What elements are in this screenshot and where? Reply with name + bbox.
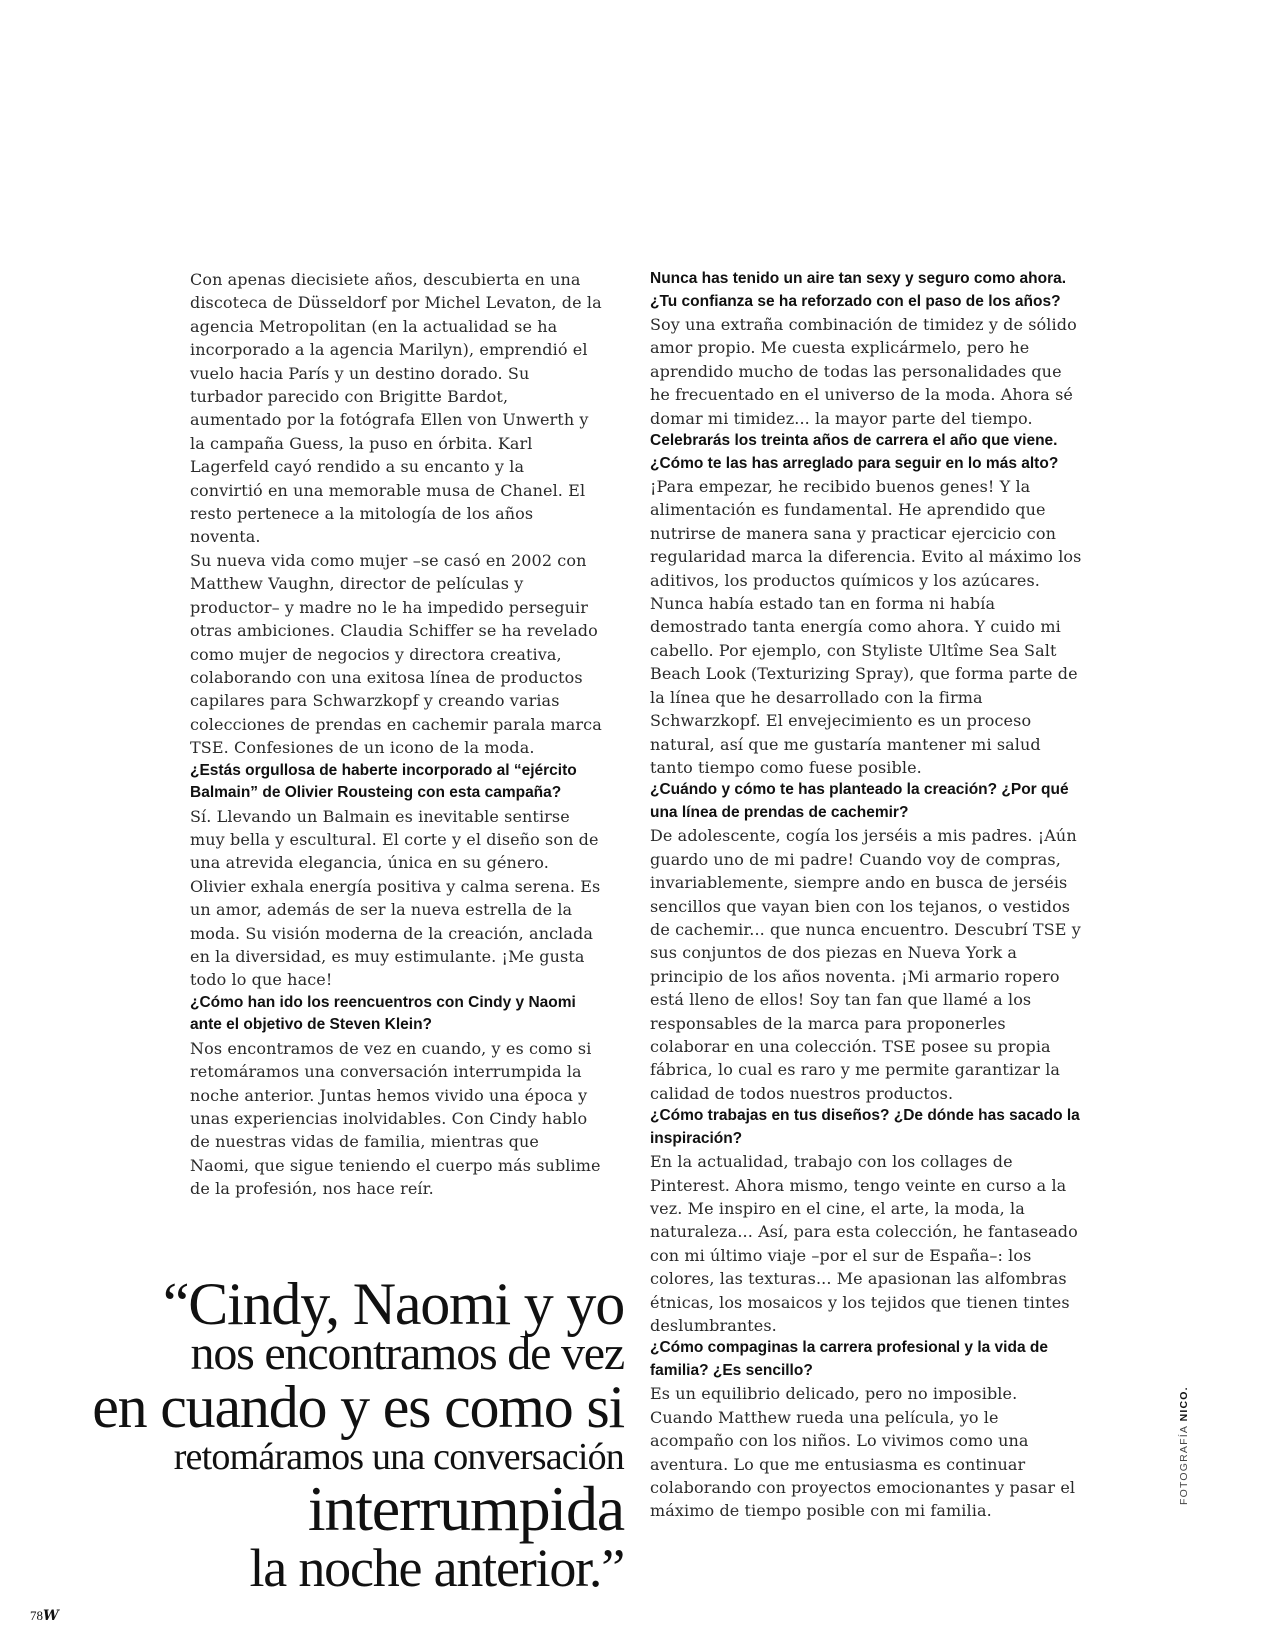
body-paragraph: Sí. Llevando un Balmain es inevitable sentirse muy bella y escultural. El corte y el diseño son de una atrevida elegancia, única en su género. Olivier exhala energía positiva y calma serena. Es un amor, además de ser la nueva estrella de la moda. Su visión moderna de la creación, anclada en la diversidad, es muy estimulante. ¡Me gusta todo lo que hace! — [190, 806, 601, 990]
folio — [30, 1608, 59, 1624]
pull-quote-line: retomáramos una conversación — [173, 1436, 624, 1478]
pull-quote-line: nos encontramos de vez — [190, 1327, 624, 1380]
body-paragraph: Nos encontramos de vez en cuando, y es como si retomáramos una conversación interrumpida la noche anterior. Juntas hemos vivido una época y unas experiencias inolvidables. Con Cindy hablo de nuestras vidas de familia, mientras que Naomi, que sigue teniendo el cuerpo más sublime de la profesión, nos hace reír. — [190, 1038, 601, 1199]
photo-credit-name: NICO. — [1178, 1386, 1190, 1422]
body-paragraph: ¡Para empezar, he recibido buenos genes! Y la alimentación es fundamental. He aprendido que nutrirse de manera sana y practicar ejercicio con regularidad marca la diferencia. Evito al máximo los aditivos, los productos químicos y los azúcares. Nunca había estado tan en forma ni había demostrado tanta energía como ahora. Y cuido mi cabello. Por ejemplo, con Styliste Ultîme Sea Salt Beach Look (Texturizing Spray), que forma parte de la línea que he desarrollado con la firma Schwarzkopf. El envejecimiento es un proceso natural, así que me gustaría mantener mi salud tanto tiempo como fuese posible. — [650, 477, 1082, 777]
interview-question: ¿Cuándo y cómo te has planteado la creación? ¿Por qué una línea de prendas de cachemir? — [650, 781, 1069, 821]
photo-credit-label: FOTOGRAFÍA — [1178, 1425, 1190, 1505]
magazine-logo: W — [43, 1608, 59, 1624]
photo-credit — [1178, 1386, 1190, 1505]
body-paragraph: Con apenas diecisiete años, descubierta en una discoteca de Düsseldorf por Michel Levaton, de la agencia Metropolitan (en la actualidad se ha incorporado a la agencia Marilyn), emprendió el vuelo hacia París y un destino dorado. Su turbador parecido con Brigitte Bardot, aumentado por la fotógrafa Ellen von Unwerth y la campaña Guess, la puso en órbita. Karl Lagerfeld cayó rendido a su encanto y la convirtió en una memorable musa de Chanel. El resto pertenece a la mitología de los años noventa. — [190, 270, 602, 547]
body-paragraph: En la actualidad, trabajo con los collages de Pinterest. Ahora mismo, tengo veinte en curso a la vez. Me inspiro en el cine, el arte, la moda, la naturaleza... Así, para esta colección, he fantaseado con mi último viaje –por el sur de España–: los colores, las texturas... Me apasionan las alfombras étnicas, los mosaicos y los tejidos que tienen tintes deslumbrantes. — [650, 1152, 1078, 1336]
body-paragraph: Su nueva vida como mujer –se casó en 2002 con Matthew Vaughn, director de películas y productor– y madre no le ha impedido perseguir otras ambiciones. Claudia Schiffer se ha revelado como mujer de negocios y directora creativa, colaborando con una exitosa línea de productos capilares para Schwarzkopf y creando varias colecciones de prendas en cachemir parala marca TSE. Confesiones de un icono de la moda. — [190, 550, 602, 758]
interview-question: Nunca has tenido un aire tan sexy y seguro como ahora. ¿Tu confianza se ha reforzado con el paso de los años? — [650, 270, 1067, 310]
pull-quote-line: interrumpida — [307, 1473, 624, 1544]
interview-question: ¿Cómo trabajas en tus diseños? ¿De dónde has sacado la inspiración? — [650, 1107, 1080, 1147]
pull-quote-line: la noche anterior.” — [249, 1538, 624, 1598]
body-paragraph: Es un equilibrio delicado, pero no imposible. Cuando Matthew rueda una película, yo le acompaño con los niños. Lo vivimos como una aventura. Lo que me entusiasma es continuar colaborando con proyectos emocionantes y pasar el máximo de tiempo posible con mi familia. — [650, 1384, 1076, 1521]
interview-question: ¿Estás orgullosa de haberte incorporado al “ejército Balmain” de Olivier Rousteing con esta campaña? — [190, 761, 577, 802]
pull-quote-line: en cuando y es como si — [92, 1374, 624, 1440]
pull-quote — [84, 1271, 624, 1598]
right-column — [650, 268, 1085, 1523]
interview-question: ¿Cómo compaginas la carrera profesional y la vida de familia? ¿Es sencillo? — [650, 1339, 1048, 1379]
page-number: 78 — [30, 1608, 43, 1623]
interview-question: Celebrarás los treinta años de carrera el año que viene. ¿Cómo te las has arreglado para seguir en lo más alto? — [650, 432, 1059, 472]
pull-quote-line: “Cindy, Naomi y yo — [162, 1271, 624, 1337]
body-paragraph: De adolescente, cogía los jerséis a mis padres. ¡Aún guardo uno de mi padre! Cuando voy de compras, invariablemente, siempre ando en busca de jerséis sencillos que vayan bien con los tejanos, o vestidos de cachemir... que nunca encuentro. Descubrí TSE y sus conjuntos de dos piezas en Nueva York a principio de los años noventa. ¡Mi armario ropero está lleno de ellos! Soy tan fan que llamé a los responsables de la marca para proponerles colaborar en una colección. TSE posee su propia fábrica, lo cual es raro y me permite garantizar la calidad de todos nuestros productos. — [650, 826, 1081, 1103]
body-paragraph: Soy una extraña combinación de timidez y de sólido amor propio. Me cuesta explicármelo, pero he aprendido mucho de todas las personalidades que he frecuentado en el universo de la moda. Ahora sé domar mi timidez... la mayor parte del tiempo. — [650, 315, 1077, 428]
left-column — [190, 268, 602, 1201]
interview-question: ¿Cómo han ido los reencuentros con Cindy y Naomi ante el objetivo de Steven Klein? — [190, 993, 576, 1034]
